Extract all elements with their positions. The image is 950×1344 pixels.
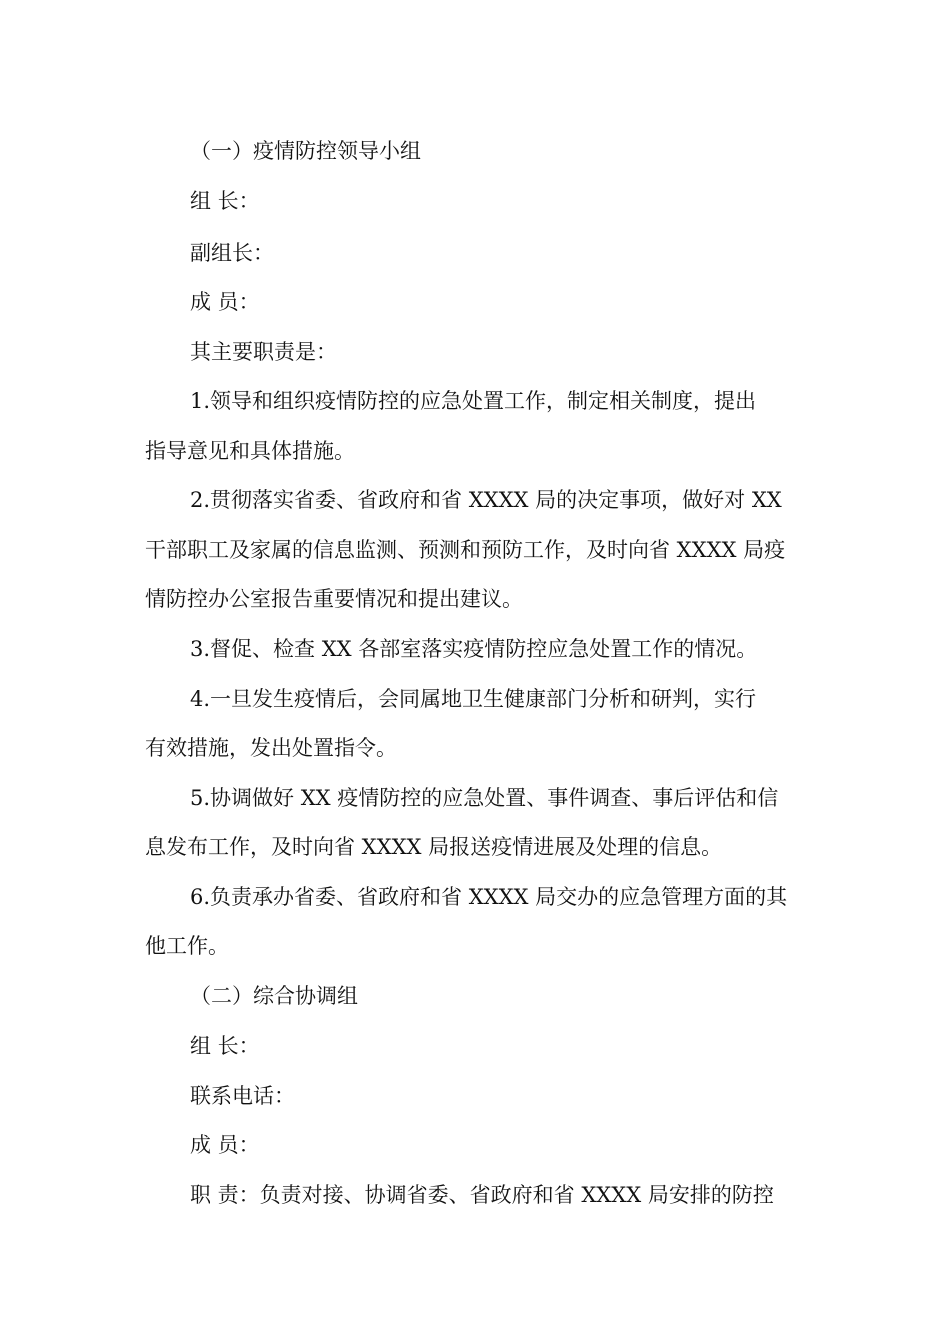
duty-5-line-2: 息发布工作，及时向省 XXXX 局报送疫情进展及处理的信息。 [145, 835, 723, 859]
section-heading-coordination-group: （二）综合协调组 [190, 984, 358, 1008]
duty-3-line-1: 3.督促、检查 XX 各部室落实疫情防控应急处置工作的情况。 [190, 637, 758, 661]
coordination-members-label: 成 员： [190, 1133, 260, 1157]
main-duties-heading: 其主要职责是： [190, 340, 337, 364]
duty-4-line-2: 有效措施，发出处置指令。 [145, 736, 397, 760]
coordination-duties-line-1: 职 责：负责对接、协调省委、省政府和省 XXXX 局安排的防控 [190, 1183, 774, 1207]
members-label: 成 员： [190, 290, 260, 314]
duty-2-line-1: 2.贯彻落实省委、省政府和省 XXXX 局的决定事项，做好对 XX [190, 488, 782, 512]
duty-1-line-2: 指导意见和具体措施。 [145, 439, 355, 463]
deputy-leader-label: 副组长： [190, 241, 274, 265]
duty-5-line-1: 5.协调做好 XX 疫情防控的应急处置、事件调查、事后评估和信 [190, 786, 779, 810]
section-heading-leadership-group: （一）疫情防控领导小组 [190, 139, 421, 163]
group-leader-label: 组 长： [190, 189, 260, 213]
duty-2-line-3: 情防控办公室报告重要情况和提出建议。 [145, 587, 523, 611]
duty-1-line-1: 1.领导和组织疫情防控的应急处置工作，制定相关制度，提出 [190, 389, 757, 413]
duty-6-line-1: 6.负责承办省委、省政府和省 XXXX 局交办的应急管理方面的其 [190, 885, 788, 909]
duty-4-line-1: 4.一旦发生疫情后，会同属地卫生健康部门分析和研判，实行 [190, 687, 757, 711]
duty-2-line-2: 干部职工及家属的信息监测、预测和预防工作，及时向省 XXXX 局疫 [145, 538, 786, 562]
coordination-group-leader-label: 组 长： [190, 1034, 260, 1058]
duty-6-line-2: 他工作。 [145, 934, 229, 958]
contact-phone-label: 联系电话： [190, 1084, 295, 1108]
